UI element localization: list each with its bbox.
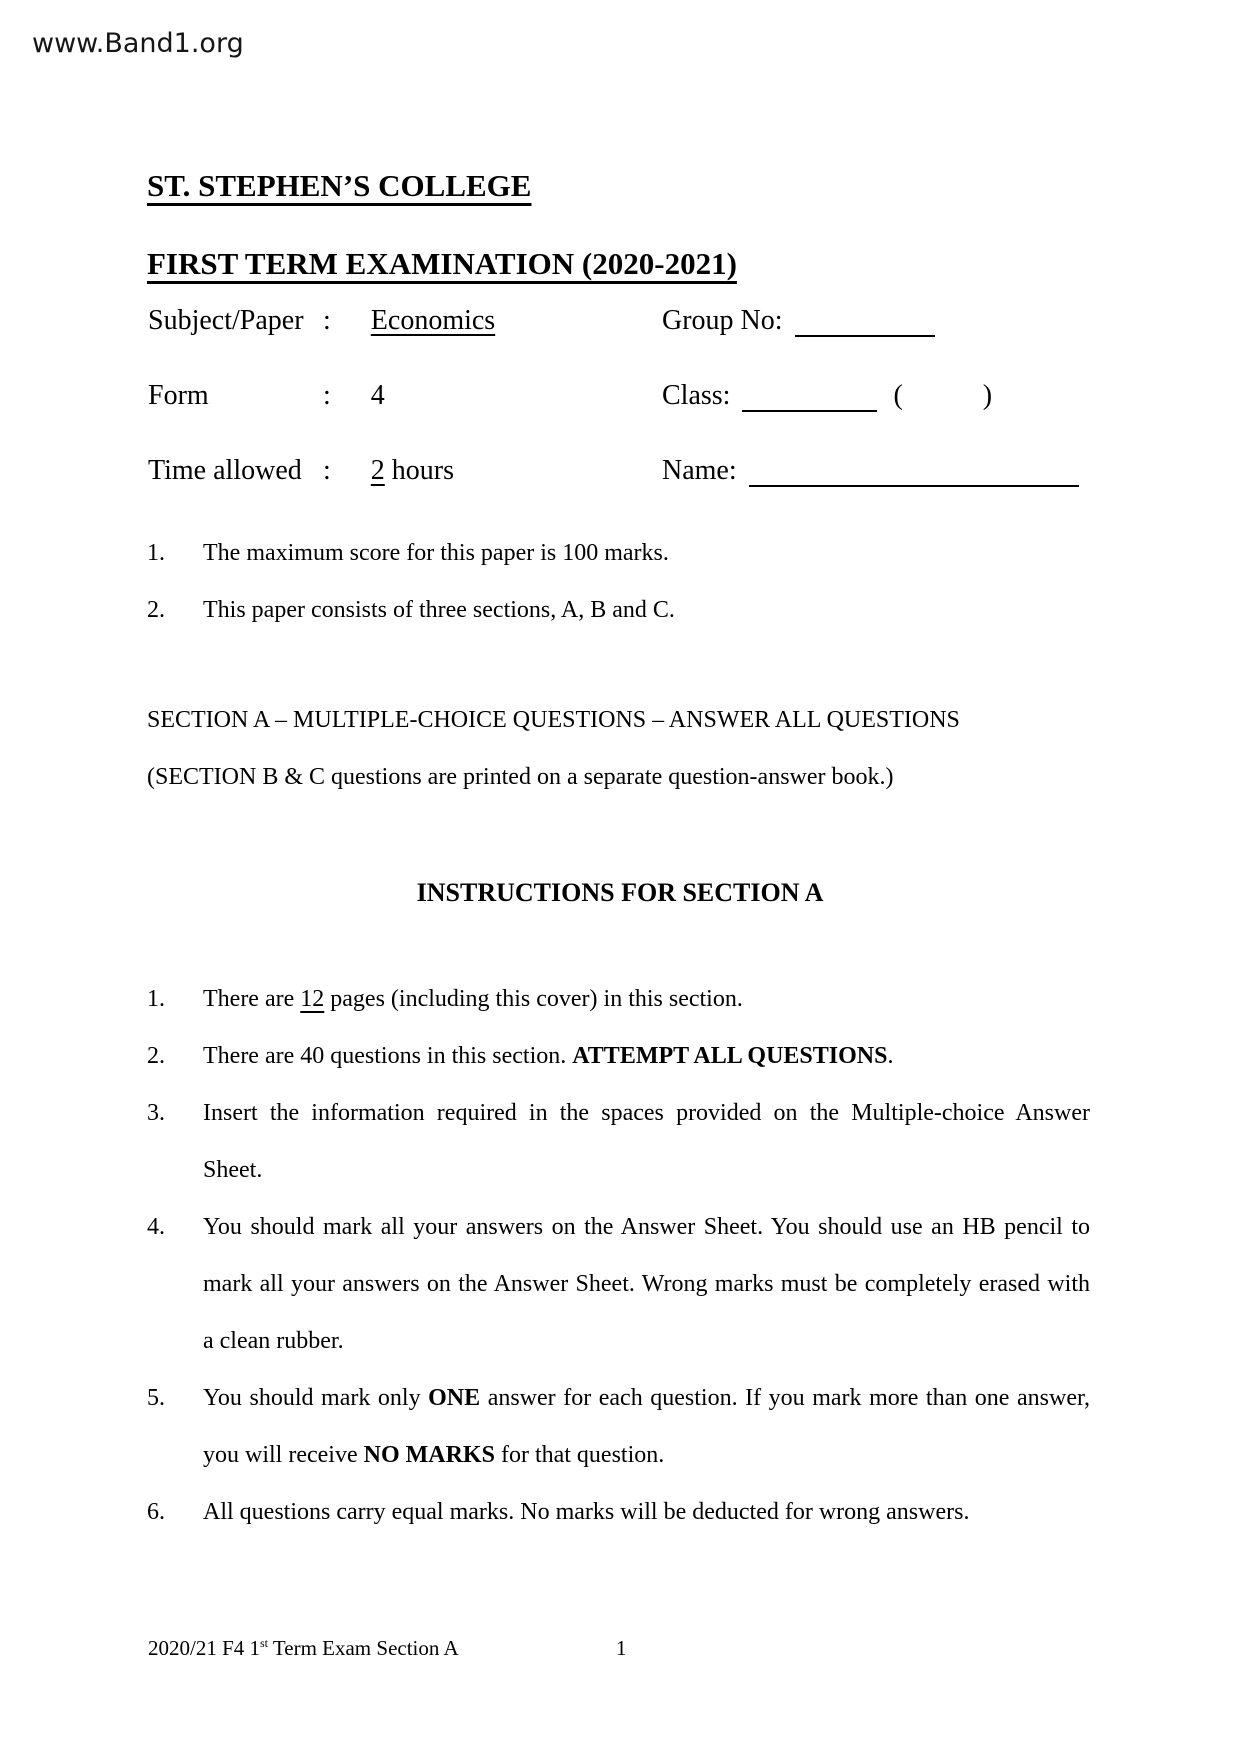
class-paren-open: ( <box>893 380 903 411</box>
subject-row <box>148 283 1093 358</box>
footer-page-number: 1 <box>616 1636 627 1660</box>
time-value-unit: hours <box>384 455 455 486</box>
instruction-text <box>203 1370 1090 1484</box>
text-run: answer for each question. If you mark more than one answer, <box>480 1385 1091 1411</box>
form-value: 4 <box>370 380 385 411</box>
instruction-line <box>203 1484 1090 1541</box>
colon: : <box>323 455 331 486</box>
text-run: There are <box>203 986 301 1012</box>
item-number: 1. <box>147 986 165 1012</box>
instructions-list <box>147 971 1093 1541</box>
text-run: Insert the information required in the spaces provided on the Multiple-choice Answer <box>203 1100 1090 1126</box>
section-bc-note-line: (SECTION B & C questions are printed on a separate question-answer book.) <box>147 764 894 790</box>
school-name-text: ST. STEPHEN’S COLLEGE <box>147 168 532 203</box>
instructions-heading: INSTRUCTIONS FOR SECTION A <box>416 878 824 907</box>
text-run-bold: NO MARKS <box>363 1442 495 1468</box>
text-run: . <box>887 1043 894 1069</box>
general-note-item <box>147 525 675 582</box>
subject-value: Economics <box>370 305 496 336</box>
time-row <box>148 433 1093 508</box>
text-run-bold: ATTEMPT ALL QUESTIONS <box>572 1043 888 1069</box>
item-number: 5. <box>147 1385 165 1411</box>
class-label: Class: <box>662 380 731 411</box>
group-no-field <box>662 283 1093 358</box>
instruction-line <box>203 1313 1090 1370</box>
watermark-url: www.Band1.org <box>32 28 244 59</box>
text-run: All questions carry equal marks. No marks will be deducted for wrong answers. <box>203 1499 970 1525</box>
form-field <box>148 358 662 433</box>
instruction-line <box>203 1256 1090 1313</box>
time-field <box>148 433 662 508</box>
text-run: There are 40 questions in this section. <box>203 1043 573 1069</box>
item-number: 4. <box>147 1214 165 1240</box>
name-label: Name: <box>662 455 737 486</box>
instruction-text <box>203 1085 1090 1199</box>
general-note-text: The maximum score for this paper is 100 marks. <box>203 540 669 566</box>
instruction-item-6 <box>147 1484 1093 1541</box>
group-no-blank-line <box>795 335 935 337</box>
general-note-text: This paper consists of three sections, A, B and C. <box>203 597 675 623</box>
item-number: 6. <box>147 1499 165 1525</box>
instruction-line <box>203 1199 1090 1256</box>
text-run: You should mark only <box>203 1385 429 1411</box>
item-number: 1. <box>147 540 165 566</box>
instruction-line <box>203 1427 1090 1484</box>
form-label: Form <box>148 380 209 411</box>
instruction-item-3 <box>147 1085 1093 1199</box>
name-field <box>662 433 1093 508</box>
item-number: 2. <box>147 1043 165 1069</box>
general-notes-list <box>147 525 675 639</box>
text-run: mark all your answers on the Answer Sheet. Wrong marks must be completely erased with <box>203 1271 1090 1297</box>
instruction-item-5 <box>147 1370 1093 1484</box>
instruction-line <box>203 971 1090 1028</box>
footer-doc-code-text: Term Exam Section A <box>268 1636 459 1660</box>
text-run: pages (including this cover) in this section. <box>324 986 743 1012</box>
colon: : <box>323 305 331 336</box>
instruction-line <box>203 1370 1090 1427</box>
instruction-text <box>203 1199 1090 1370</box>
section-banner <box>147 692 960 806</box>
exam-title <box>147 246 737 282</box>
text-run: Sheet. <box>203 1157 263 1183</box>
instruction-line <box>203 1142 1090 1199</box>
instruction-item-4 <box>147 1199 1093 1370</box>
text-run-underlined: 12 <box>300 986 325 1012</box>
time-value <box>371 433 454 508</box>
colon: : <box>323 380 331 411</box>
text-run-bold: ONE <box>428 1385 481 1411</box>
text-run: for that question. <box>494 1442 665 1468</box>
instruction-text <box>203 971 1090 1028</box>
instruction-item-2 <box>147 1028 1093 1085</box>
exam-meta-block <box>148 283 1093 508</box>
class-blank-line <box>742 410 877 412</box>
subject-label: Subject/Paper <box>148 305 304 336</box>
school-name <box>147 168 531 204</box>
time-label: Time allowed <box>148 455 302 486</box>
section-a-banner-line: SECTION A – MULTIPLE-CHOICE QUESTIONS – ANSWER ALL QUESTIONS <box>147 707 960 733</box>
text-run: You should mark all your answers on the Answer Sheet. You should use an HB pencil to <box>203 1214 1090 1240</box>
form-row <box>148 358 1093 433</box>
class-paren-close: ) <box>982 380 993 411</box>
subject-field <box>148 283 662 358</box>
name-blank-line <box>749 485 1079 487</box>
exam-title-text: FIRST TERM EXAMINATION (2020-2021) <box>147 246 737 281</box>
footer-doc-code-superscript: st <box>260 1636 269 1650</box>
general-note-item <box>147 582 675 639</box>
item-number: 3. <box>147 1100 165 1126</box>
text-run: you will receive <box>203 1442 364 1468</box>
text-run: a clean rubber. <box>203 1328 344 1354</box>
footer-doc-code-text: 2020/21 F4 1 <box>148 1636 261 1660</box>
instruction-item-1 <box>147 971 1093 1028</box>
footer-doc-code <box>148 1636 459 1661</box>
item-number: 2. <box>147 597 165 623</box>
instruction-line <box>203 1085 1090 1142</box>
instruction-line <box>203 1028 1090 1085</box>
time-value-number: 2 <box>370 455 385 486</box>
group-no-label: Group No: <box>662 305 783 336</box>
class-field <box>662 358 1093 433</box>
instruction-text <box>203 1484 1090 1541</box>
instruction-text <box>203 1028 1090 1085</box>
